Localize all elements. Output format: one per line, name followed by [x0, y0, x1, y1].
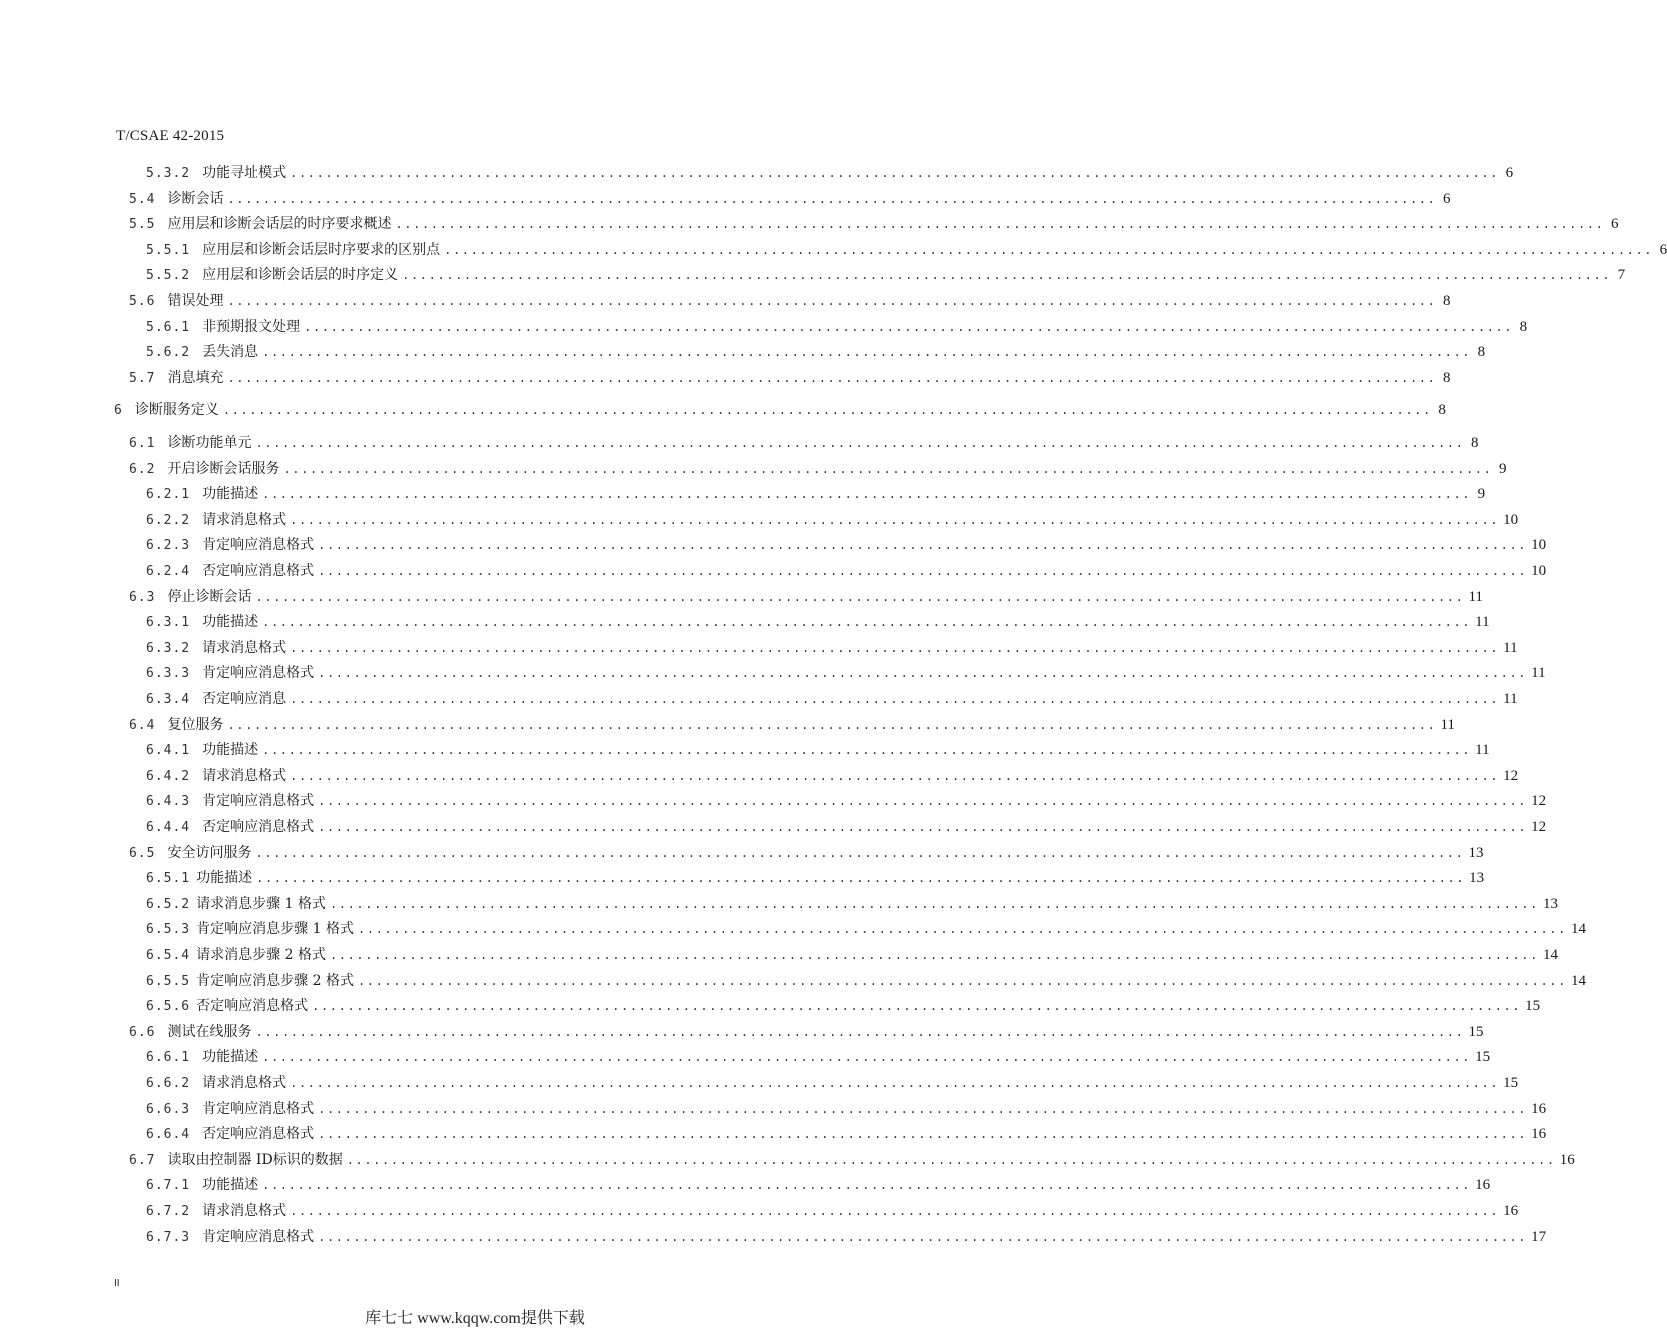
toc-dot-leader: ......................................................................................................................................... [357, 973, 1567, 988]
toc-entry-title: 否定响应消息格式 [202, 819, 315, 835]
download-footer: 库七七 www.kqqw.com提供下载 [365, 1310, 585, 1327]
toc-entry[interactable] [146, 662, 1546, 684]
toc-entry-number: 6.5.4 [146, 948, 191, 963]
toc-entry-title: 肯定响应消息格式 [202, 537, 315, 554]
toc-entry-title: 功能描述 [202, 1049, 259, 1066]
toc-entry-page: 17 [1531, 1228, 1547, 1245]
toc-entry[interactable] [146, 534, 1547, 556]
toc-entry[interactable] [129, 714, 1455, 736]
toc-entry-number: 6.6.2 [146, 1076, 191, 1091]
toc-entry-title: 请求消息步骤 2 格式 [196, 947, 326, 963]
toc-entry-title: 丢失消息 [202, 344, 259, 361]
toc-entry-title: 诊断服务定义 [134, 402, 219, 419]
toc-entry-title: 肯定响应消息格式 [202, 1228, 315, 1245]
toc-entry-title: 应用层和诊断会话层时序要求的区别点 [202, 241, 441, 258]
toc-entry[interactable] [146, 341, 1486, 363]
toc-entry[interactable] [146, 509, 1519, 531]
toc-entry-number: 6.3.1 [146, 615, 191, 631]
toc-entry[interactable] [146, 816, 1547, 838]
toc-entry-number: 6.3.2 [146, 640, 191, 656]
toc-entry-title: 否定响应消息格式 [202, 563, 315, 579]
toc-entry[interactable] [129, 432, 1479, 454]
toc-entry[interactable] [129, 1149, 1575, 1171]
toc-dot-leader: ......................................................................................................................................... [262, 345, 1472, 360]
toc-entry-title: 请求消息格式 [202, 639, 287, 656]
toc-dot-leader: ......................................................................................................................................... [290, 512, 1500, 527]
toc-entry-number: 6.1 [129, 436, 156, 451]
toc-entry-title: 肯定响应消息格式 [202, 1100, 315, 1117]
toc-entry-page: 6 [1505, 165, 1514, 181]
toc-entry-title: 请求消息格式 [202, 1203, 287, 1219]
toc-entry-title: 否定响应消息格式 [202, 1126, 315, 1143]
toc-entry-page: 11 [1468, 588, 1483, 605]
toc-entry-title: 读取由控制器 ID标识的数据 [167, 1151, 343, 1168]
toc-entry-title: 功能描述 [202, 742, 259, 759]
toc-dot-leader: ......................................................................................................................................... [262, 1050, 1472, 1065]
toc-entry-page: 16 [1475, 1177, 1491, 1194]
toc-entry-number: 6.4.1 [146, 743, 191, 759]
toc-dot-leader: ......................................................................................................................................... [255, 589, 1465, 604]
toc-entry-page: 6 [1610, 216, 1619, 233]
toc-entry-title: 肯定响应消息格式 [202, 665, 315, 682]
toc-dot-leader: ......................................................................................................................................... [318, 1127, 1528, 1142]
toc-entry-number: 6.5.2 [146, 896, 191, 912]
toc-entry[interactable] [146, 765, 1519, 787]
toc-entry[interactable] [146, 162, 1514, 184]
toc-entry-title: 请求消息步骤 1 格式 [196, 895, 326, 912]
toc-entry[interactable] [146, 995, 1541, 1017]
toc-entry-page: 6 [1442, 190, 1451, 207]
toc-entry[interactable] [146, 893, 1558, 915]
toc-entry-number: 5.4 [129, 191, 156, 207]
toc-dot-leader: ......................................................................................................................................... [290, 768, 1500, 783]
toc-entry-title: 非预期报文处理 [202, 318, 301, 335]
toc-entry-page: 9 [1498, 460, 1507, 477]
toc-entry-title: 肯定响应消息步骤 2 格式 [196, 972, 354, 989]
toc-entry[interactable] [146, 1226, 1547, 1248]
toc-entry[interactable] [146, 483, 1486, 505]
toc-entry-page: 9 [1477, 486, 1486, 503]
toc-dot-leader: ......................................................................................................................................... [227, 370, 1437, 385]
toc-entry-page: 8 [1442, 369, 1451, 386]
toc-entry[interactable] [146, 1123, 1547, 1145]
toc-entry-number: 6.7.2 [146, 1204, 191, 1219]
toc-entry[interactable] [129, 458, 1507, 480]
toc-entry[interactable] [146, 637, 1518, 659]
toc-entry[interactable] [129, 290, 1451, 312]
toc-entry-page: 6 [1659, 241, 1667, 258]
toc-entry-title: 肯定响应消息格式 [202, 793, 315, 810]
toc-entry[interactable] [129, 1021, 1484, 1043]
toc-entry-number: 6.7 [129, 1152, 156, 1168]
toc-entry-title: 肯定响应消息步骤 1 格式 [196, 921, 354, 938]
toc-entry[interactable] [146, 1200, 1519, 1222]
toc-dot-leader: ......................................................................................................................................... [222, 403, 1432, 418]
toc-dot-leader: ......................................................................................................................................... [255, 436, 1465, 450]
toc-entry[interactable] [129, 586, 1483, 608]
toc-entry-number: 6.2.1 [146, 487, 191, 503]
toc-dot-leader: ......................................................................................................................................... [290, 692, 1500, 706]
toc-entry-page: 16 [1503, 1203, 1519, 1219]
toc-entry-page: 11 [1440, 716, 1455, 733]
toc-dot-leader: ......................................................................................................................................... [256, 871, 1466, 886]
toc-entry-number: 5.6.2 [146, 345, 191, 361]
toc-entry[interactable] [146, 560, 1547, 582]
toc-entry-page: 11 [1475, 742, 1490, 759]
toc-entry-title: 功能寻址模式 [202, 165, 287, 181]
toc-entry-number: 6.3.3 [146, 666, 191, 682]
toc-entry-title: 否定响应消息 [202, 691, 287, 707]
toc-entry-page: 8 [1442, 293, 1451, 309]
toc-entry-number: 5.5 [129, 217, 156, 233]
toc-entry[interactable] [146, 264, 1626, 286]
toc-entry-title: 诊断功能单元 [167, 435, 252, 451]
toc-entry[interactable] [129, 842, 1484, 864]
toc-entry-title: 应用层和诊断会话层的时序要求概述 [167, 216, 392, 233]
toc-dot-leader: ......................................................................................................................................... [318, 794, 1528, 809]
toc-dot-leader: ......................................................................................................................................... [290, 1204, 1500, 1218]
toc-entry-page: 8 [1438, 402, 1446, 419]
toc-entry-page: 16 [1531, 1100, 1547, 1117]
toc-entry-number: 5.3.2 [146, 166, 191, 181]
toc-entry-page: 15 [1475, 1049, 1491, 1066]
toc-entry[interactable] [146, 1174, 1491, 1196]
page-number: II [114, 1278, 120, 1289]
toc-dot-leader: ......................................................................................................................................... [255, 845, 1465, 860]
toc-dot-leader: ......................................................................................................................................... [329, 896, 1539, 911]
toc-entry-page: 13 [1469, 870, 1485, 887]
toc-entry-number: 6.5.5 [146, 973, 191, 989]
toc-entry-number: 6.5 [129, 845, 156, 861]
toc-dot-leader: ......................................................................................................................................... [318, 538, 1528, 553]
toc-entry-page: 10 [1531, 537, 1547, 554]
toc-entry-page: 14 [1542, 947, 1558, 963]
toc-entry-page: 8 [1477, 344, 1486, 361]
toc-entry-title: 诊断会话 [167, 190, 224, 207]
toc-entry-title: 错误处理 [167, 293, 224, 309]
toc-entry-number: 6.4 [129, 717, 156, 733]
toc-entry-number: 6.4.3 [146, 794, 191, 810]
toc-dot-leader: ......................................................................................................................................... [262, 615, 1472, 630]
toc-entry-title: 请求消息格式 [202, 1075, 287, 1091]
toc-dot-leader: ......................................................................................................................................... [262, 487, 1472, 502]
toc-entry-number: 5.7 [129, 370, 156, 386]
toc-entry-page: 12 [1531, 819, 1547, 835]
toc-entry[interactable] [146, 611, 1490, 633]
toc-entry-number: 6.3.4 [146, 692, 191, 707]
toc-entry[interactable] [146, 688, 1518, 710]
toc-entry-number: 6.4.2 [146, 768, 191, 784]
toc-dot-leader: ......................................................................................................................................... [402, 268, 1612, 283]
toc-entry-page: 8 [1470, 435, 1479, 451]
toc-entry-title: 否定响应消息格式 [196, 998, 309, 1015]
toc-entry-number: 5.6 [129, 294, 156, 309]
toc-entry-page: 16 [1531, 1126, 1547, 1143]
toc-entry-page: 14 [1570, 972, 1586, 989]
toc-entry[interactable] [129, 367, 1451, 389]
toc-entry-number: 6.6 [129, 1024, 156, 1040]
toc-dot-leader: ......................................................................................................................................... [262, 743, 1472, 758]
toc-dot-leader: ......................................................................................................................................... [357, 922, 1567, 937]
toc-entry-title: 复位服务 [167, 716, 224, 733]
toc-entry-page: 11 [1503, 639, 1518, 656]
toc-entry-number: 5.5.1 [146, 242, 191, 258]
toc-entry[interactable] [146, 944, 1558, 966]
toc-entry-page: 11 [1503, 691, 1518, 707]
toc-entry-title: 开启诊断会话服务 [167, 460, 280, 477]
toc-entry[interactable] [146, 1072, 1519, 1094]
toc-entry[interactable] [146, 1046, 1491, 1068]
toc-entry-page: 10 [1503, 511, 1519, 528]
toc-dot-leader: ......................................................................................................................................... [318, 820, 1528, 834]
toc-entry-title: 应用层和诊断会话层的时序定义 [202, 267, 399, 284]
toc-entry[interactable] [129, 213, 1619, 235]
toc-entry-title: 请求消息格式 [202, 511, 287, 528]
toc-entry-number: 6.6.3 [146, 1101, 191, 1117]
toc-entry[interactable] [114, 399, 1446, 421]
toc-entry-title: 测试在线服务 [167, 1023, 252, 1040]
toc-dot-leader: ......................................................................................................................................... [304, 319, 1514, 334]
toc-dot-leader: ......................................................................................................................................... [318, 1229, 1528, 1244]
toc-entry-page: 12 [1503, 767, 1519, 784]
toc-entry-number: 6.5.6 [146, 999, 191, 1015]
toc-entry-page: 13 [1468, 844, 1484, 861]
toc-entry-page: 15 [1503, 1075, 1519, 1091]
toc-dot-leader: ......................................................................................................................................... [227, 717, 1437, 732]
toc-entry-number: 6.6.1 [146, 1050, 191, 1066]
toc-entry-number: 6.3 [129, 589, 156, 605]
toc-entry[interactable] [146, 970, 1586, 992]
toc-dot-leader: ......................................................................................................................................... [318, 1101, 1528, 1116]
toc-entry-number: 6.7.1 [146, 1178, 191, 1194]
toc-entry[interactable] [146, 1098, 1547, 1120]
toc-entry-number: 6.5.1 [146, 871, 191, 887]
toc-entry-title: 功能描述 [202, 1177, 259, 1194]
toc-entry-title: 安全访问服务 [167, 844, 252, 861]
toc-entry-number: 6.2 [129, 461, 156, 477]
toc-entry-page: 11 [1531, 665, 1546, 682]
toc-dot-leader: ......................................................................................................................................... [283, 461, 1493, 476]
toc-entry-page: 12 [1531, 793, 1547, 810]
toc-entry-title: 功能描述 [202, 614, 259, 631]
toc-dot-leader: ......................................................................................................................................... [329, 948, 1539, 962]
toc-entry[interactable] [146, 790, 1547, 812]
toc-dot-leader: ......................................................................................................................................... [227, 294, 1437, 308]
toc-entry[interactable] [129, 188, 1451, 210]
toc-dot-leader: ......................................................................................................................................... [290, 1076, 1500, 1090]
toc-entry-page: 10 [1531, 563, 1547, 579]
toc-entry-number: 6.6.4 [146, 1127, 191, 1143]
toc-entry[interactable] [146, 867, 1485, 889]
toc-dot-leader: ......................................................................................................................................... [227, 191, 1437, 206]
toc-entry-title: 功能描述 [202, 486, 259, 503]
toc-entry-number: 6.5.3 [146, 922, 191, 938]
toc-entry-page: 8 [1519, 318, 1528, 335]
toc-entry-number: 6.2.4 [146, 564, 191, 579]
toc-dot-leader: ......................................................................................................................................... [318, 564, 1528, 578]
document-code-header: T/CSAE 42-2015 [116, 128, 225, 144]
toc-dot-leader: ......................................................................................................................................... [346, 1152, 1556, 1167]
toc-entry-number: 6.7.3 [146, 1229, 191, 1245]
toc-entry-page: 15 [1468, 1023, 1484, 1040]
toc-entry-page: 16 [1559, 1151, 1575, 1168]
toc-entry-page: 7 [1617, 267, 1626, 284]
toc-entry-page: 13 [1542, 895, 1558, 912]
toc-entry-number: 5.6.1 [146, 319, 191, 335]
toc-dot-leader: ......................................................................................................................................... [312, 999, 1522, 1014]
toc-entry-number: 6.2.3 [146, 538, 191, 554]
toc-entry[interactable] [146, 239, 1667, 261]
toc-entry-title: 功能描述 [196, 870, 253, 887]
toc-entry-number: 6.2.2 [146, 512, 191, 528]
toc-entry-page: 15 [1525, 998, 1541, 1015]
toc-dot-leader: ......................................................................................................................................... [290, 166, 1500, 180]
toc-entry-title: 消息填充 [167, 369, 224, 386]
toc-dot-leader: ......................................................................................................................................... [318, 666, 1528, 681]
toc-entry-number: 6.4.4 [146, 820, 191, 835]
toc-entry-title: 请求消息格式 [202, 767, 287, 784]
toc-dot-leader: ......................................................................................................................................... [444, 242, 1654, 257]
toc-dot-leader: ......................................................................................................................................... [262, 1178, 1472, 1193]
toc-entry-page: 14 [1570, 921, 1586, 938]
toc-dot-leader: ......................................................................................................................................... [255, 1024, 1465, 1039]
toc-entry[interactable] [146, 316, 1528, 338]
toc-entry-title: 停止诊断会话 [167, 588, 252, 605]
toc-dot-leader: ......................................................................................................................................... [290, 640, 1500, 655]
toc-entry[interactable] [146, 739, 1490, 761]
toc-dot-leader: ......................................................................................................................................... [395, 217, 1605, 232]
toc-entry[interactable] [146, 918, 1586, 940]
toc-entry-number: 6 [114, 403, 123, 419]
toc-entry-page: 11 [1475, 614, 1490, 631]
toc-entry-number: 5.5.2 [146, 268, 191, 284]
